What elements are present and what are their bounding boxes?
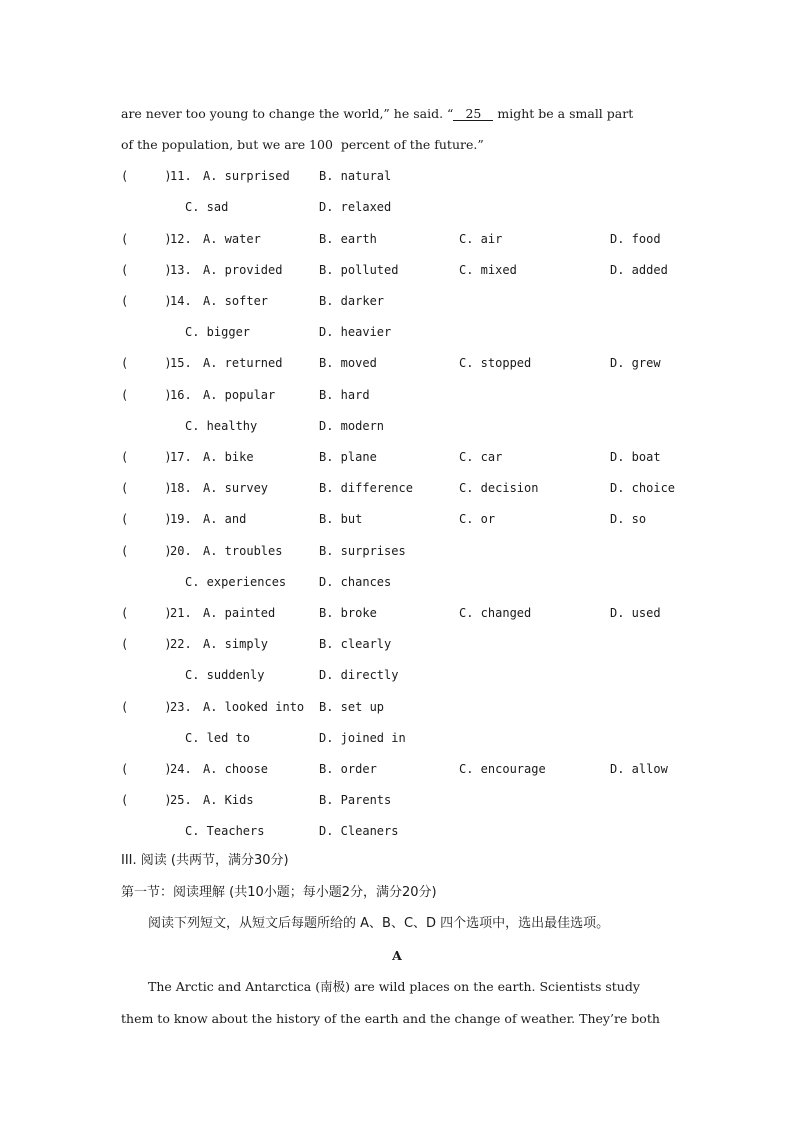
answer-blank[interactable]: ( ) [121,450,172,464]
option-c[interactable]: C. stopped [459,356,532,370]
option-d[interactable]: D. boat [610,450,661,464]
option-b[interactable]: B. hard [319,388,370,402]
option-d[interactable]: D. joined in [319,731,406,745]
option-c[interactable]: C. air [459,232,503,246]
option-a[interactable]: A. provided [203,263,283,277]
option-c[interactable]: C. mixed [459,263,517,277]
option-d[interactable]: D. so [610,512,647,526]
question-number: 19. [170,512,192,526]
question-number: 21. [170,606,192,620]
section-heading: III. 阅读 (共两节，满分30分) [121,853,289,868]
answer-blank[interactable]: ( ) [121,637,172,651]
option-d[interactable]: D. added [610,263,668,277]
question-number: 17. [170,450,192,464]
blank-25: 25 [453,107,493,121]
option-b[interactable]: B. Parents [319,793,392,807]
option-b[interactable]: B. but [319,512,363,526]
answer-blank[interactable]: ( ) [121,294,172,308]
option-b[interactable]: B. moved [319,356,377,370]
question-number: 12. [170,232,192,246]
option-a[interactable]: A. looked into [203,700,305,714]
answer-blank[interactable]: ( ) [121,263,172,277]
answer-blank[interactable]: ( ) [121,762,172,776]
passage-line-1: The Arctic and Antarctica (南极) are wild places on the earth. Scientists study [148,979,640,994]
intro-text-after: might be a small part [493,106,634,121]
option-a[interactable]: A. choose [203,762,269,776]
answer-blank[interactable]: ( ) [121,356,172,370]
option-b[interactable]: B. darker [319,294,385,308]
option-a[interactable]: A. popular [203,388,276,402]
question-number: 11. [170,169,192,183]
intro-line-2: of the population, but we are 100 percent of the future.” [121,137,484,152]
answer-blank[interactable]: ( ) [121,606,172,620]
option-a[interactable]: A. returned [203,356,283,370]
option-d[interactable]: D. directly [319,668,399,682]
option-d[interactable]: D. modern [319,419,385,433]
option-d[interactable]: D. choice [610,481,676,495]
question-number: 15. [170,356,192,370]
option-c[interactable]: C. bigger [185,325,251,339]
option-a[interactable]: A. Kids [203,793,254,807]
passage-line-2: them to know about the history of the earth and the change of weather. They’re both [121,1011,660,1026]
question-number: 14. [170,294,192,308]
option-c[interactable]: C. Teachers [185,824,265,838]
option-d[interactable]: D. used [610,606,661,620]
option-b[interactable]: B. order [319,762,377,776]
option-a[interactable]: A. painted [203,606,276,620]
option-a[interactable]: A. simply [203,637,269,651]
question-number: 16. [170,388,192,402]
option-b[interactable]: B. polluted [319,263,399,277]
option-b[interactable]: B. natural [319,169,392,183]
option-d[interactable]: D. allow [610,762,668,776]
option-b[interactable]: B. difference [319,481,413,495]
instruction-text: 阅读下列短文，从短文后每题所给的 A、B、C、D 四个选项中，选出最佳选项。 [148,916,610,931]
option-c[interactable]: C. or [459,512,496,526]
option-b[interactable]: B. surprises [319,544,406,558]
option-b[interactable]: B. clearly [319,637,392,651]
option-c[interactable]: C. led to [185,731,251,745]
option-c[interactable]: C. car [459,450,503,464]
answer-blank[interactable]: ( ) [121,544,172,558]
option-d[interactable]: D. grew [610,356,661,370]
question-number: 23. [170,700,192,714]
passage-label: A [392,948,402,963]
option-b[interactable]: B. broke [319,606,377,620]
option-a[interactable]: A. survey [203,481,269,495]
intro-text: are never too young to change the world,” he said. “ [121,106,454,121]
option-c[interactable]: C. changed [459,606,532,620]
answer-blank[interactable]: ( ) [121,793,172,807]
option-d[interactable]: D. chances [319,575,392,589]
intro-line-1 [121,106,633,122]
option-c[interactable]: C. sad [185,200,229,214]
option-c[interactable]: C. suddenly [185,668,265,682]
option-c[interactable]: C. decision [459,481,539,495]
option-a[interactable]: A. water [203,232,261,246]
answer-blank[interactable]: ( ) [121,700,172,714]
option-b[interactable]: B. set up [319,700,385,714]
answer-blank[interactable]: ( ) [121,481,172,495]
question-number: 25. [170,793,192,807]
option-a[interactable]: A. and [203,512,247,526]
answer-blank[interactable]: ( ) [121,512,172,526]
question-number: 18. [170,481,192,495]
question-number: 20. [170,544,192,558]
answer-blank[interactable]: ( ) [121,169,172,183]
option-a[interactable]: A. bike [203,450,254,464]
question-number: 24. [170,762,192,776]
question-number: 22. [170,637,192,651]
option-a[interactable]: A. softer [203,294,269,308]
option-a[interactable]: A. surprised [203,169,290,183]
option-b[interactable]: B. plane [319,450,377,464]
option-b[interactable]: B. earth [319,232,377,246]
option-d[interactable]: D. relaxed [319,200,392,214]
answer-blank[interactable]: ( ) [121,388,172,402]
option-c[interactable]: C. encourage [459,762,546,776]
option-a[interactable]: A. troubles [203,544,283,558]
option-c[interactable]: C. experiences [185,575,287,589]
option-d[interactable]: D. food [610,232,661,246]
answer-blank[interactable]: ( ) [121,232,172,246]
option-d[interactable]: D. Cleaners [319,824,399,838]
option-c[interactable]: C. healthy [185,419,258,433]
part1-heading: 第一节：阅读理解 (共10小题；每小题2分，满分20分) [121,885,437,900]
question-number: 13. [170,263,192,277]
option-d[interactable]: D. heavier [319,325,392,339]
